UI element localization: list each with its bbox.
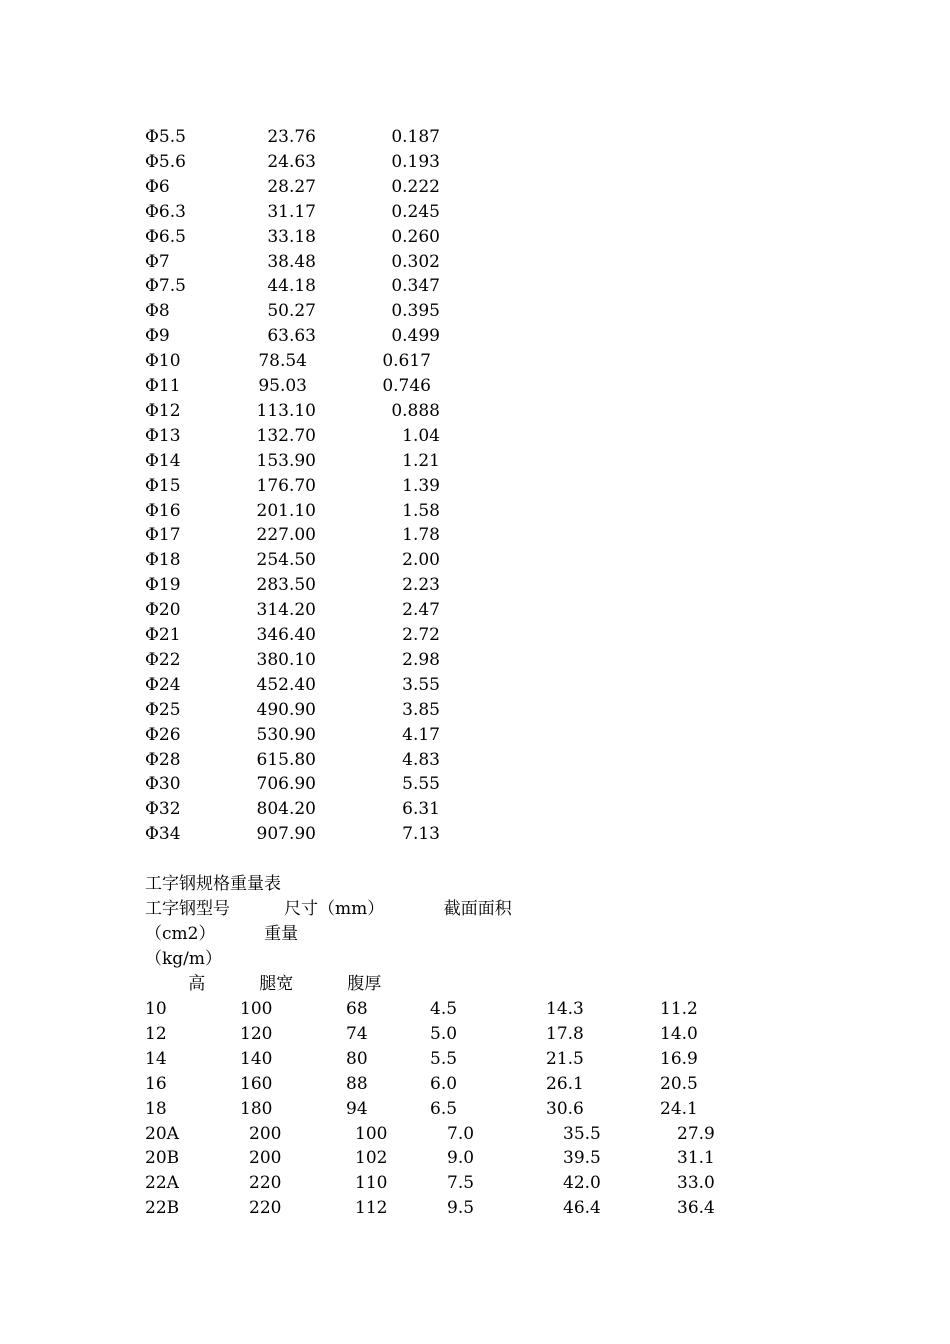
ibeam-cell: 6.0: [430, 1073, 458, 1094]
ibeam-cell: 68: [346, 999, 368, 1019]
rebar-cell: 0.302: [391, 251, 440, 272]
rebar-cell: 346.40: [256, 625, 316, 645]
ibeam-cell: 24.1: [660, 1098, 698, 1119]
ibeam-cell: 7.5: [447, 1173, 475, 1194]
ibeam-cell: 33.0: [677, 1173, 715, 1194]
rebar-cell: 50.27: [267, 301, 316, 322]
rebar-cell: 1.78: [402, 525, 440, 546]
ibeam-cell: 120: [240, 1023, 273, 1044]
ibeam-cell: 46.4: [563, 1198, 601, 1219]
rebar-cell: 490.90: [256, 699, 316, 720]
rebar-cell: 5.55: [402, 774, 440, 795]
ibeam-cell: 88: [346, 1073, 368, 1094]
ibeam-cell: 14: [145, 1048, 167, 1069]
rebar-cell: 3.55: [402, 674, 440, 695]
rebar-cell: 530.90: [256, 724, 316, 745]
ibeam-cell: 220: [249, 1173, 282, 1194]
ibeam-cell: 94: [346, 1098, 368, 1119]
rebar-cell: 2.72: [402, 625, 440, 645]
rebar-cell: 4.83: [402, 749, 440, 770]
ibeam-cell: 80: [346, 1048, 368, 1069]
ibeam-table-title: 工字钢规格重量表: [145, 874, 281, 894]
rebar-cell: Φ20: [145, 600, 181, 621]
ibeam-cell: 26.1: [546, 1073, 584, 1094]
ibeam-cell: 11.2: [660, 999, 698, 1019]
rebar-cell: 452.40: [256, 674, 316, 695]
rebar-cell: Φ14: [145, 450, 181, 471]
rebar-cell: 95.03: [258, 376, 307, 396]
ibeam-cell: 22A: [145, 1173, 179, 1194]
rebar-cell: 380.10: [256, 649, 316, 670]
rebar-cell: 28.27: [267, 176, 316, 197]
rebar-cell: 153.90: [256, 450, 316, 471]
rebar-cell: 2.98: [402, 649, 440, 670]
ibeam-cell: 14.0: [660, 1023, 698, 1044]
ibeam-cell: 14.3: [546, 999, 584, 1019]
ibeam-cell: 200: [249, 1148, 282, 1169]
rebar-cell: 0.260: [391, 226, 440, 247]
rebar-cell: Φ7: [145, 251, 170, 272]
rebar-cell: Φ5.5: [145, 127, 186, 147]
ibeam-cell: 200: [249, 1123, 282, 1144]
ibeam-cell: 39.5: [563, 1148, 601, 1169]
rebar-cell: Φ9: [145, 326, 170, 347]
rebar-cell: 201.10: [256, 500, 316, 521]
ibeam-cell: 12: [145, 1023, 167, 1044]
rebar-cell: Φ30: [145, 774, 181, 795]
rebar-cell: 0.222: [391, 176, 440, 197]
ibeam-cell: 16: [145, 1073, 167, 1094]
ibeam-cell: 112: [355, 1198, 388, 1219]
rebar-cell: 0.347: [391, 276, 440, 297]
rebar-cell: 4.17: [402, 724, 440, 745]
ibeam-cell: 5.0: [430, 1023, 458, 1044]
rebar-cell: Φ5.6: [145, 151, 186, 172]
ibeam-cell: 17.8: [546, 1023, 584, 1044]
ibeam-cell: 20.5: [660, 1073, 698, 1094]
rebar-cell: 804.20: [256, 799, 316, 820]
ibeam-cell: 160: [240, 1073, 273, 1094]
rebar-cell: 1.04: [402, 425, 440, 446]
rebar-cell: 1.21: [402, 450, 440, 471]
ibeam-cell: 180: [240, 1098, 273, 1119]
rebar-cell: Φ24: [145, 674, 181, 695]
ibeam-cell: 6.5: [430, 1098, 458, 1119]
rebar-cell: 44.18: [267, 276, 316, 297]
rebar-cell: Φ28: [145, 749, 181, 770]
rebar-cell: Φ32: [145, 799, 181, 820]
rebar-cell: 38.48: [267, 251, 316, 272]
ibeam-cell: 5.5: [430, 1048, 458, 1069]
rebar-cell: 1.39: [402, 475, 440, 496]
rebar-cell: 615.80: [256, 749, 316, 770]
ibeam-header-line2: （cm2） 重量: [145, 924, 299, 944]
rebar-cell: Φ13: [145, 425, 181, 446]
rebar-cell: Φ6.3: [145, 201, 186, 222]
rebar-cell: Φ8: [145, 301, 170, 322]
ibeam-cell: 18: [145, 1098, 167, 1119]
rebar-cell: 0.187: [391, 127, 440, 147]
ibeam-cell: 22B: [145, 1198, 180, 1219]
ibeam-cell: 27.9: [677, 1123, 715, 1144]
rebar-cell: 23.76: [267, 127, 316, 147]
ibeam-sub-header: 高 腿宽 腹厚: [145, 974, 382, 994]
rebar-cell: Φ18: [145, 550, 181, 571]
ibeam-cell: 20A: [145, 1123, 179, 1144]
ibeam-cell: 30.6: [546, 1098, 584, 1119]
rebar-cell: 2.00: [402, 550, 440, 571]
rebar-cell: 31.17: [267, 201, 316, 222]
rebar-cell: Φ10: [145, 351, 181, 372]
rebar-cell: 176.70: [256, 475, 316, 496]
rebar-cell: 132.70: [256, 425, 316, 446]
rebar-cell: 254.50: [256, 550, 316, 571]
ibeam-cell: 7.0: [447, 1123, 475, 1144]
rebar-cell: Φ11: [145, 376, 181, 396]
rebar-cell: Φ15: [145, 475, 181, 496]
rebar-cell: Φ19: [145, 575, 181, 596]
rebar-cell: Φ17: [145, 525, 181, 546]
ibeam-cell: 10: [145, 999, 167, 1019]
rebar-cell: Φ21: [145, 625, 181, 645]
rebar-cell: 0.499: [391, 326, 440, 347]
rebar-cell: 0.888: [391, 400, 440, 421]
rebar-cell: 0.617: [382, 351, 431, 372]
rebar-cell: Φ6: [145, 176, 170, 197]
rebar-cell: 2.23: [402, 575, 440, 596]
ibeam-cell: 42.0: [563, 1173, 601, 1194]
rebar-cell: 78.54: [258, 351, 307, 372]
rebar-cell: Φ26: [145, 724, 181, 745]
ibeam-cell: 36.4: [677, 1198, 715, 1219]
rebar-cell: 0.193: [391, 151, 440, 172]
rebar-cell: 283.50: [256, 575, 316, 596]
ibeam-cell: 35.5: [563, 1123, 601, 1144]
rebar-cell: Φ6.5: [145, 226, 186, 247]
rebar-cell: 314.20: [256, 600, 316, 621]
rebar-cell: Φ7.5: [145, 276, 186, 297]
rebar-cell: 63.63: [267, 326, 316, 347]
ibeam-cell: 140: [240, 1048, 273, 1069]
ibeam-cell: 110: [355, 1173, 388, 1194]
ibeam-cell: 220: [249, 1198, 282, 1219]
rebar-cell: 706.90: [256, 774, 316, 795]
rebar-cell: 24.63: [267, 151, 316, 172]
rebar-cell: 6.31: [402, 799, 440, 820]
rebar-cell: 2.47: [402, 600, 440, 621]
rebar-cell: 0.746: [382, 376, 431, 396]
ibeam-cell: 9.0: [447, 1148, 475, 1169]
rebar-cell: Φ25: [145, 699, 181, 720]
ibeam-header-line1: 工字钢型号 尺寸（mm） 截面面积: [145, 899, 512, 919]
rebar-cell: 0.245: [391, 201, 440, 222]
ibeam-header-line3: （kg/m）: [145, 949, 223, 969]
rebar-cell: 1.58: [402, 500, 440, 521]
rebar-cell: Φ12: [145, 400, 181, 421]
ibeam-cell: 74: [346, 1023, 368, 1044]
ibeam-cell: 9.5: [447, 1198, 475, 1219]
ibeam-cell: 21.5: [546, 1048, 584, 1069]
rebar-cell: 113.10: [256, 400, 316, 421]
rebar-cell: 0.395: [391, 301, 440, 322]
ibeam-cell: 100: [240, 999, 273, 1019]
ibeam-cell: 102: [355, 1148, 388, 1169]
rebar-cell: 3.85: [402, 699, 440, 720]
rebar-cell: Φ22: [145, 649, 181, 670]
rebar-cell: 227.00: [256, 525, 316, 546]
ibeam-cell: 100: [355, 1123, 388, 1144]
ibeam-cell: 16.9: [660, 1048, 698, 1069]
rebar-cell: 907.90: [256, 824, 316, 845]
ibeam-cell: 4.5: [430, 999, 458, 1019]
rebar-cell: Φ16: [145, 500, 181, 521]
ibeam-cell: 31.1: [677, 1148, 715, 1169]
rebar-cell: 33.18: [267, 226, 316, 247]
ibeam-cell: 20B: [145, 1148, 180, 1169]
rebar-cell: Φ34: [145, 824, 181, 845]
rebar-cell: 7.13: [402, 824, 440, 845]
